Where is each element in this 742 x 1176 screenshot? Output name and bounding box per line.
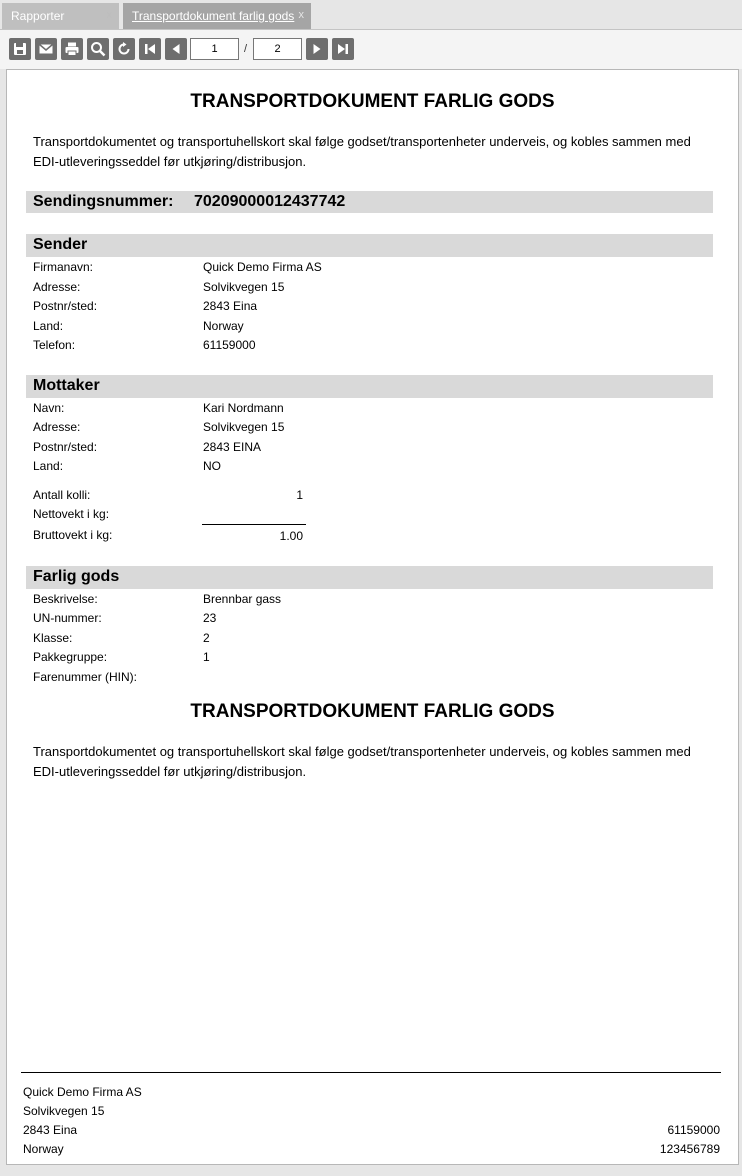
refresh-button[interactable] — [113, 38, 135, 60]
footer-postal: 2843 Eina — [23, 1123, 78, 1137]
sender-label: Postnr/sted: — [33, 299, 98, 313]
dg-label: Pakkegruppe: — [33, 650, 108, 664]
receiver-value: NO — [203, 459, 221, 473]
first-page-icon — [142, 41, 158, 57]
page-separator: / — [244, 43, 248, 55]
dg-label: Beskrivelse: — [33, 592, 98, 606]
save-icon — [12, 41, 28, 57]
tab-bar — [0, 0, 742, 30]
refresh-icon — [116, 41, 132, 57]
receiver-value: 2843 EINA — [203, 440, 262, 454]
report-page — [6, 69, 739, 1165]
receiver-heading: Mottaker — [26, 375, 713, 398]
footer-divider — [21, 1072, 721, 1073]
footer-phone: 61159000 — [667, 1123, 720, 1137]
prev-page-icon — [168, 41, 184, 57]
document-title: TRANSPORTDOKUMENT FARLIG GODS — [190, 91, 555, 112]
mail-icon — [38, 41, 54, 57]
tab-label: Transportdokument farlig gods — [132, 9, 295, 23]
sender-value: Quick Demo Firma AS — [203, 260, 322, 274]
receiver-label: Land: — [33, 459, 64, 473]
current-page-input[interactable]: 1 — [190, 38, 239, 60]
tab-label: Rapporter — [11, 9, 65, 23]
prev-page-button[interactable] — [165, 38, 187, 60]
sender-label: Land: — [33, 319, 64, 333]
sender-value: 61159000 — [203, 338, 256, 352]
last-page-icon — [335, 41, 351, 57]
shipment-label: Sendingsnummer: — [33, 193, 174, 210]
dg-value: 23 — [203, 611, 217, 625]
zoom-button[interactable] — [87, 38, 109, 60]
dg-value: Brennbar gass — [203, 592, 282, 606]
receiver-label: Navn: — [33, 401, 65, 415]
footer-country: Norway — [23, 1142, 64, 1156]
dg-label: UN-nummer: — [33, 611, 102, 625]
shipment-number: 70209000012437742 — [194, 193, 346, 210]
receiver-value: Solvikvegen 15 — [203, 420, 285, 434]
dg-value: 2 — [203, 631, 210, 645]
search-icon — [90, 41, 106, 57]
dg-label: Klasse: — [33, 631, 73, 645]
gross-weight-value: 1.00 — [279, 529, 303, 543]
print-button[interactable] — [61, 38, 83, 60]
receiver-label: Adresse: — [33, 420, 81, 434]
tab-rapporter[interactable] — [2, 3, 119, 29]
next-page-button[interactable] — [306, 38, 328, 60]
sender-label: Telefon: — [33, 338, 76, 352]
print-icon — [64, 41, 80, 57]
dangerous-goods-heading: Farlig gods — [26, 566, 713, 589]
close-icon[interactable]: x — [106, 9, 112, 21]
close-icon[interactable]: x — [298, 9, 304, 21]
intro-text: Transportdokumentet og transportuhellskort skal følge godset/transportenheter underveis, og kobles sammen med EDI-utleveringsseddel før utkjøring/distribusjon. — [33, 134, 691, 169]
dg-label: Farenummer (HIN): — [33, 670, 138, 684]
footer-org-number: 123456789 — [659, 1142, 720, 1156]
sum-rule — [202, 524, 306, 525]
save-button[interactable] — [9, 38, 31, 60]
last-page-button[interactable] — [332, 38, 354, 60]
shipment-band — [26, 191, 713, 213]
receiver-value: Kari Nordmann — [203, 401, 284, 415]
receiver-label: Postnr/sted: — [33, 440, 98, 454]
sender-value: 2843 Eina — [203, 299, 258, 313]
dg-value: 1 — [203, 650, 210, 664]
tab-transportdokument[interactable] — [123, 3, 311, 29]
footer-company: Quick Demo Firma AS — [23, 1085, 142, 1099]
footer-address: Solvikvegen 15 — [23, 1104, 105, 1118]
sender-heading: Sender — [26, 234, 713, 257]
sender-value: Solvikvegen 15 — [203, 280, 285, 294]
report-toolbar — [0, 30, 742, 69]
document-title-2: TRANSPORTDOKUMENT FARLIG GODS — [190, 701, 555, 722]
sender-label: Adresse: — [33, 280, 81, 294]
next-page-icon — [309, 41, 325, 57]
packages-label: Antall kolli: — [33, 488, 91, 502]
net-weight-label: Nettovekt i kg: — [33, 507, 110, 521]
gross-weight-label: Bruttovekt i kg: — [33, 528, 113, 542]
intro-text-2: Transportdokumentet og transportuhellskort skal følge godset/transportenheter underveis, og kobles sammen med EDI-utleveringsseddel før utkjøring/distribusjon. — [33, 744, 691, 779]
sender-label: Firmanavn: — [33, 260, 94, 274]
sender-value: Norway — [203, 319, 244, 333]
first-page-button[interactable] — [139, 38, 161, 60]
total-pages-field: 2 — [253, 38, 302, 60]
email-button[interactable] — [35, 38, 57, 60]
packages-value: 1 — [296, 488, 303, 502]
